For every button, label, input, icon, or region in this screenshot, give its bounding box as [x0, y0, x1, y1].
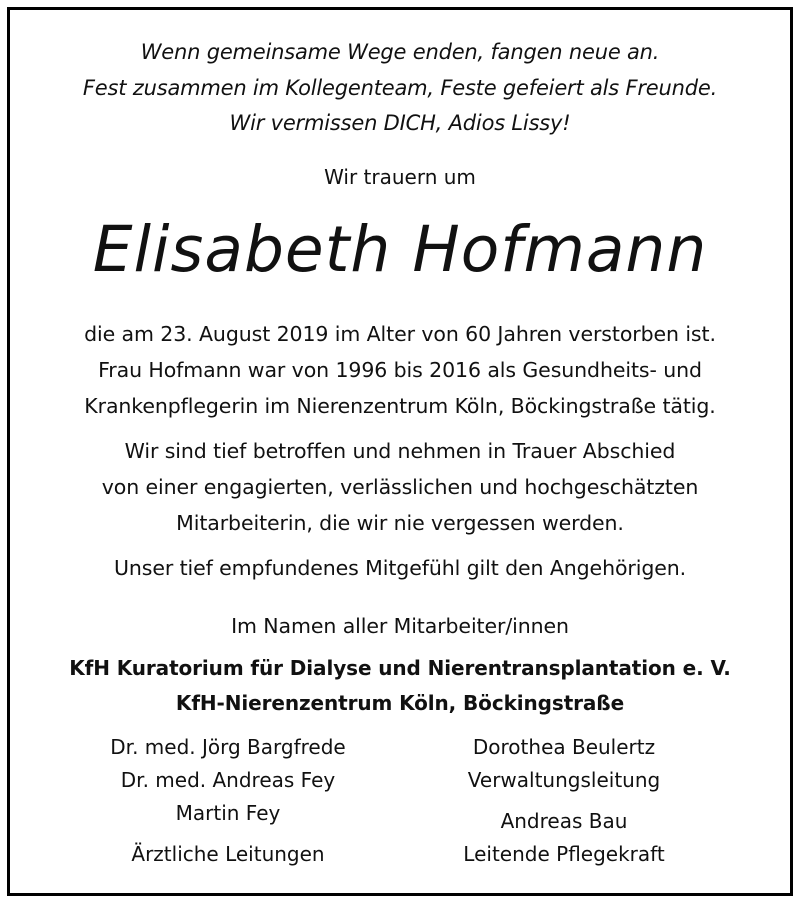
- mourning-lead: Wir trauern um: [324, 165, 476, 189]
- paragraph-line: von einer engagierten, verlässlichen und hochgeschätzten: [101, 475, 699, 499]
- paragraph-line: Mitarbeiterin, die wir nie vergessen werden.: [176, 511, 624, 535]
- motto-line: Wenn gemeinsame Wege enden, fangen neue an.: [140, 40, 660, 64]
- obituary-notice: [7, 7, 793, 896]
- signatory-role: Ärztliche Leitungen: [131, 842, 325, 866]
- paragraph-line: Frau Hofmann war von 1996 bis 2016 als Gesundheits- und: [98, 358, 702, 382]
- paragraph-line: Wir sind tief betroffen und nehmen in Trauer Abschied: [124, 439, 676, 463]
- signatory-name: Dorothea Beulertz: [472, 735, 656, 759]
- organization-name: KfH Kuratorium für Dialyse und Nierentransplantation e. V.: [69, 656, 731, 680]
- signatory-name: Andreas Bau: [500, 809, 628, 833]
- signatory-name: Martin Fey: [175, 801, 281, 825]
- motto-line: Wir vermissen DICH, Adios Lissy!: [229, 111, 571, 135]
- deceased-name: Elisabeth Hofmann: [92, 213, 708, 286]
- behalf-line: Im Namen aller Mitarbeiter/innen: [231, 614, 569, 638]
- paragraph-line: die am 23. August 2019 im Alter von 60 Jahren verstorben ist.: [84, 322, 716, 346]
- motto-line: Fest zusammen im Kollegenteam, Feste gefeiert als Freunde.: [82, 76, 718, 100]
- signatory-role: Leitende Pflegekraft: [463, 842, 665, 866]
- signatory-role: Verwaltungsleitung: [467, 768, 661, 792]
- signatory-name: Dr. med. Jörg Bargfrede: [110, 735, 346, 759]
- signatory-name: Dr. med. Andreas Fey: [120, 768, 336, 792]
- organization-location: KfH-Nierenzentrum Köln, Böckingstraße: [175, 691, 625, 715]
- paragraph-line: Krankenpflegerin im Nierenzentrum Köln, Böckingstraße tätig.: [84, 394, 716, 418]
- condolence-line: Unser tief empfundenes Mitgefühl gilt den Angehörigen.: [113, 556, 687, 580]
